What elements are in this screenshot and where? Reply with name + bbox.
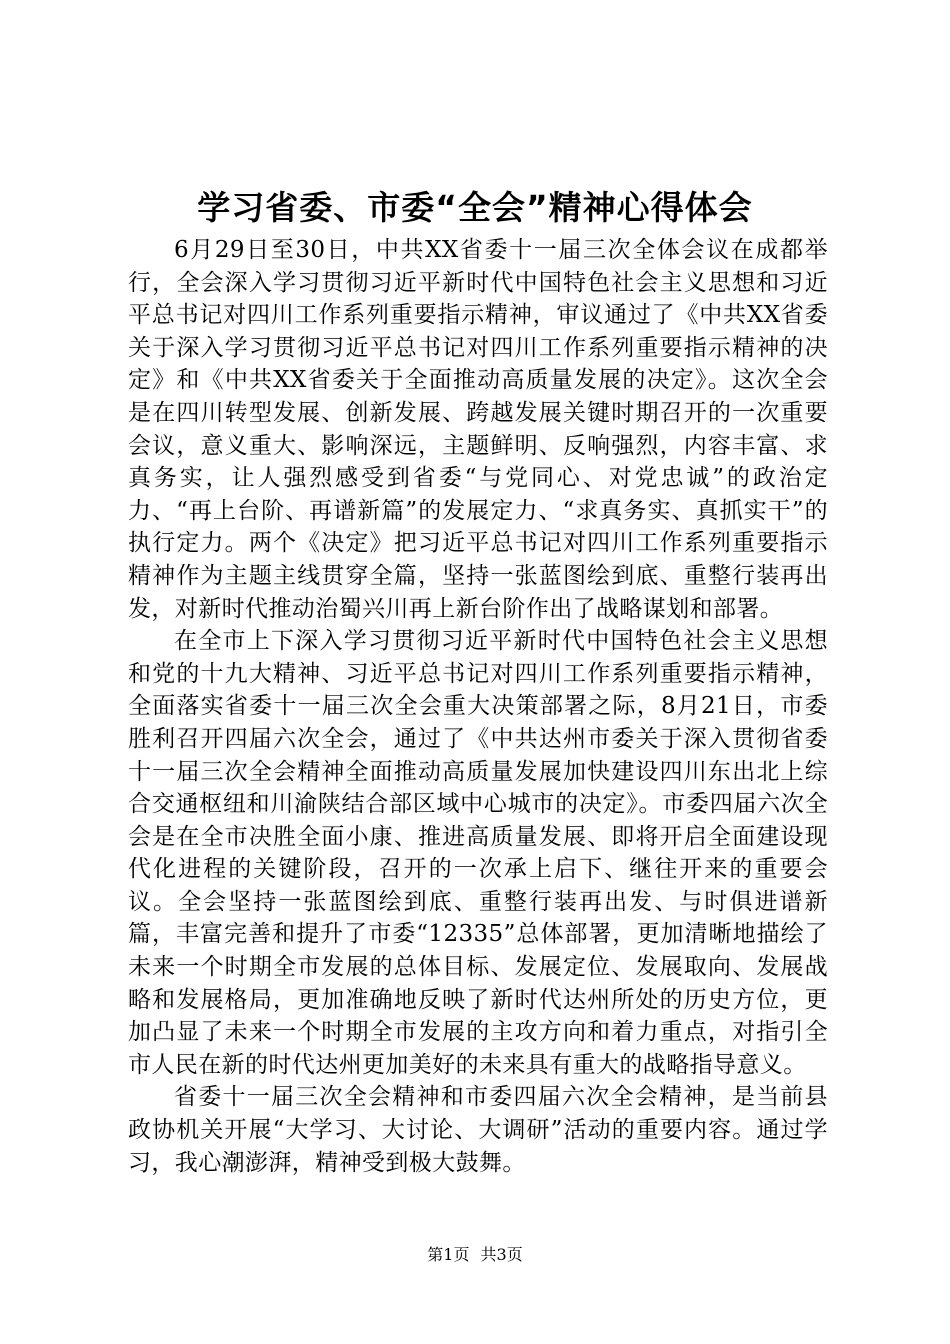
page-footer — [0, 1243, 950, 1267]
paragraph-2: 在全市上下深入学习贯彻习近平新时代中国特色社会主义思想和党的十九大精神、习近平总书记对四川工作系列重要指示精神，全面落实省委十一届三次全会重大决策部署之际，8月21日，市委胜利召开四届六次全会，通过了《中共达州市委关于深入贯彻省委十一届三次全会精神全面推动高质量发展加快建设四川东出北上综合交通枢纽和川渝陕结合部区域中心城市的决定》。市委四届六次全会是在全市决胜全面小康、推进高质量发展、即将开启全面建设现代化进程的关键阶段，召开的一次承上启下、继往开来的重要会议。全会坚持一张蓝图绘到底、重整行装再出发、与时俱进谱新篇，丰富完善和提升了市委“12335”总体部署，更加清晰地描绘了未来一个时期全市发展的总体目标、发展定位、发展取向、发展战略和发展格局，更加准确地反映了新时代达州所处的历史方位，更加凸显了未来一个时期全市发展的主攻方向和着力重点，对指引全市人民在新的时代达州更加美好的未来具有重大的战略指导意义。 — [128, 628, 828, 1078]
paragraph-3: 省委十一届三次全会精神和市委四届六次全会精神，是当前县政协机关开展“大学习、大讨论、大调研”活动的重要内容。通过学习，我心潮澎湃，精神受到极大鼓舞。 — [128, 1084, 828, 1176]
page-number: 第1页 — [427, 1245, 470, 1264]
document-body — [128, 234, 828, 1179]
paragraph-1: 6月29日至30日，中共XX省委十一届三次全体会议在成都举行，全会深入学习贯彻习近平新时代中国特色社会主义思想和习近平总书记对四川工作系列重要指示精神，审议通过了《中共XX省委关于深入学习贯彻习近平总书记对四川工作系列重要指示精神的决定》和《中共XX省委关于全面推动高质量发展的决定》。这次全会是在四川转型发展、创新发展、跨越发展关键时期召开的一次重要会议，意义重大、影响深远，主题鲜明、反响强烈，内容丰富、求真务实，让人强烈感受到省委“与党同心、对党忠诚”的政治定力、“再上台阶、再谱新篇”的发展定力、“求真务实、真抓实干”的执行定力。两个《决定》把习近平总书记对四川工作系列重要指示精神作为主题主线贯穿全篇，坚持一张蓝图绘到底、重整行装再出发，对新时代推动治蜀兴川再上新台阶作出了战略谋划和部署。 — [128, 237, 828, 622]
page-total: 共3页 — [480, 1245, 523, 1264]
document-title: 学习省委、市委“全会”精神心得体会 — [197, 188, 753, 227]
